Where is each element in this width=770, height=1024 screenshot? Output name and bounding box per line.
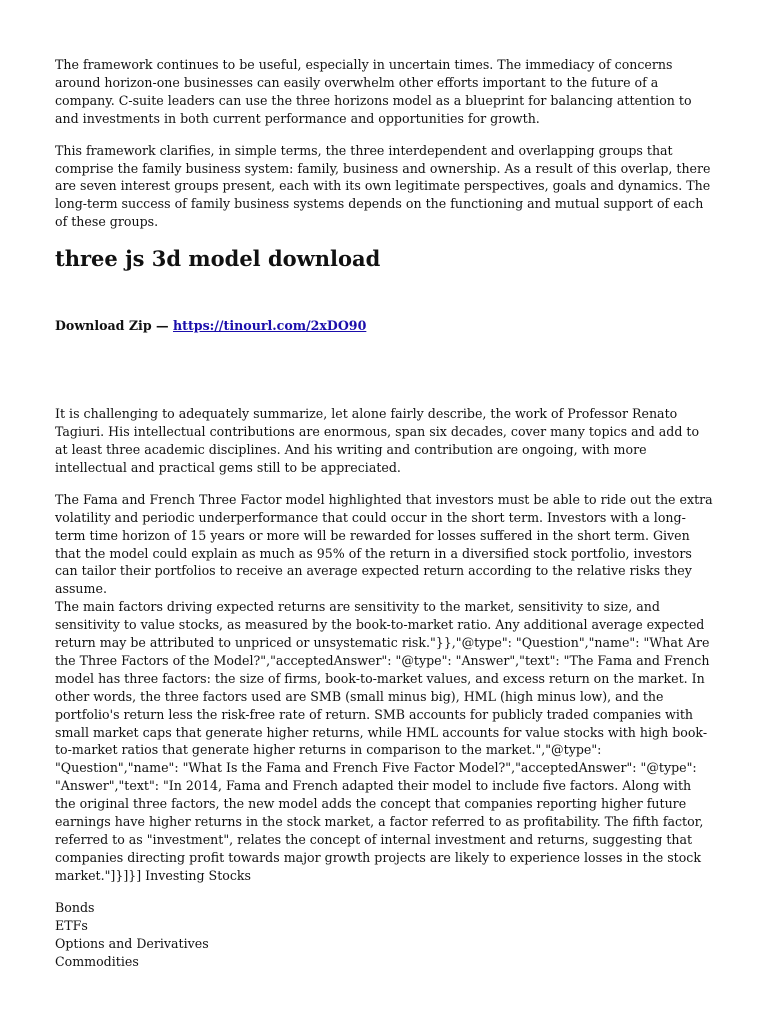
list-item: Bonds (55, 899, 95, 915)
paragraph-tagiuri: It is challenging to adequately summarize, let alone fairly describe, the work of Professor Renato Tagiuri. His intellectual contributions are enormous, span six decades, cover many topics and add to at least three academic disciplines. And his writing and contribution are ongoing, with more intellectual and practical gems still to be appreciated. (55, 406, 700, 475)
download-line (55, 317, 714, 335)
list-item: Commodities (55, 953, 139, 969)
paragraph-fama-french: The Fama and French Three Factor model highlighted that investors must be able to ride out the extra volatility and periodic underperformance that could occur in the short term. Investors with a long-term time horizon of 15 years or more will be rewarded for losses suffered in the short term. Given that the model could explain as much as 95% of the return in a diversified stock portfolio, investors can tailor their portfolios to receive an average expected return according to the relative risks they assume. (55, 491, 713, 597)
list-item: ETFs (55, 917, 88, 933)
download-link[interactable]: https://tinourl.com/2xDO90 (173, 318, 367, 334)
paragraph-factors: The main factors driving expected returns are sensitivity to the market, sensitivity to size, and sensitivity to value stocks, as measured by the book-to-market ratio. Any additional average expected return may be attributed to unpriced or unsystematic risk."}},"@type": "Question","name": "What Are the Three Factors of the Model?","acceptedAnswer": "@type": "Answer","text": "The Fama and French model has three factors: the size of firms, book-to-market values, and excess return on the market. In other words, the three factors used are SMB (small minus big), HML (high minus low), and the portfolio's return less the risk-free rate of return. SMB accounts for publicly traded companies with small market caps that generate higher returns, while HML accounts for value stocks with high book-to-market ratios that generate higher returns in comparison to the market.","@type": "Question","name": "What Is the Fama and French Five Factor Model?","acceptedAnswer": "@type": "Answer","text": "In 2014, Fama and French adapted their model to include five factors. Along with the original three factors, the new model adds the concept that companies reporting higher future earnings have higher returns in the stock market, a factor referred to as profitability. The fifth factor, referred to as "investment", relates the concept of internal investment and returns, suggesting that companies directing profit towards major growth projects are likely to experience losses in the stock market."]}]}] Investing Stocks (55, 599, 710, 883)
download-label: Download Zip — (55, 318, 173, 334)
paragraph-framework: The framework continues to be useful, especially in uncertain times. The immediacy of concerns around horizon-one businesses can easily overwhelm other efforts important to the future of a company. C-suite leaders can use the three horizons model as a blueprint for balancing attention to and investments in both current performance and opportunities for growth. (55, 57, 692, 126)
paragraph-family-business: This framework clarifies, in simple terms, the three interdependent and overlapping groups that comprise the family business system: family, business and ownership. As a result of this overlap, there are seven interest groups present, each with its own legitimate perspectives, goals and dynamics. The long-term success of family business systems depends on the functioning and mutual support of each of these groups. (55, 142, 711, 230)
page-heading: three js 3d model download (55, 246, 381, 272)
topic-list (55, 899, 714, 971)
list-item: Options and Derivatives (55, 935, 209, 951)
